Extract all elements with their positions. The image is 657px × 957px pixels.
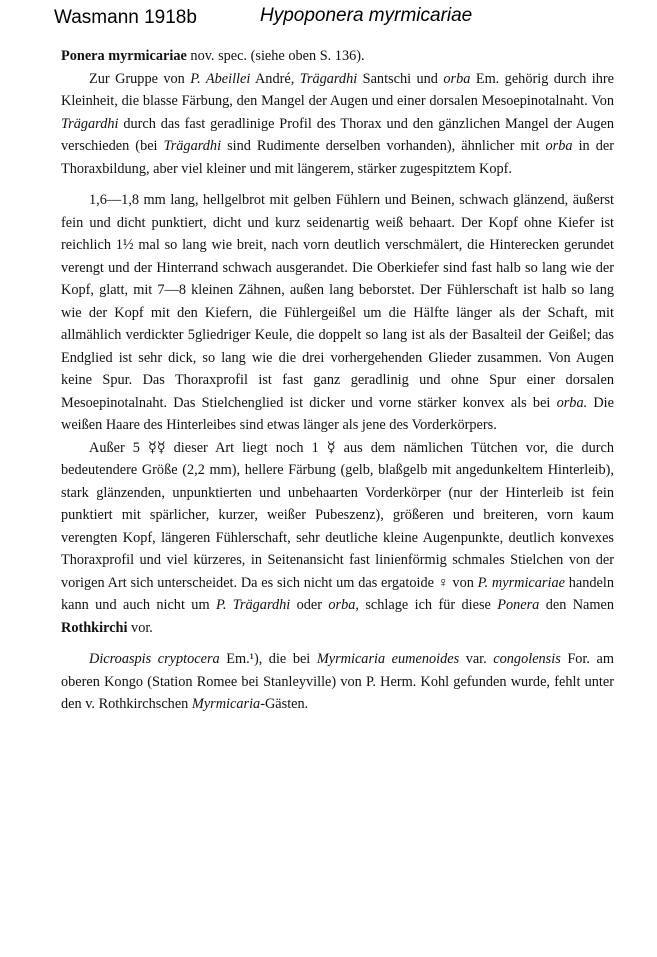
text-run: Die weißen Haare des Hinterleibes sind etwas länger als jene des Vorderkörpers. [61, 394, 614, 433]
text-run: schlage ich für diese [359, 597, 498, 613]
italic-run: Myrmicaria eumenoides [316, 651, 460, 667]
text-run: var. [459, 651, 494, 667]
italic-run: orba, [328, 597, 359, 613]
italic-run: Dicroaspis cryptocera [89, 651, 220, 667]
text-run: André, [250, 70, 300, 87]
italic-run: orba. [556, 394, 588, 411]
text-run: handeln kann und auch nicht um [61, 574, 614, 613]
paragraph-diagnosis [61, 68, 614, 181]
text-run: Außer 5 ☿☿ dieser Art liegt noch 1 ☿ aus dem nämlichen Tütchen vor, die durch bedeutendere Größe (2,2 mm), hellere Färbung (gelb, blaßgelb mit angedunkeltem Hinterleib), stark glänzenden, unpunktierten und unbehaarten Vorderkörper (nur der Hinterleib ist fein punktiert mit spärlicher, kurzer, weißer Pubeszenz), größeren und breiteren, vorn kaum verengten Kopf, längeren Fühlerschaft, sehr deutliche kleine Augenpunkte, deutlich konvexes Thoraxprofil und viel kürzeres, in Seitenansicht fast linienförmig schmales Stielchen von der vorigen Art sich unterscheidet. Da es sich nicht um das ergatoide ♀ von [61, 439, 614, 591]
text-run: oder [290, 597, 329, 613]
citation-author-year: Wasmann 1918b [54, 7, 197, 28]
text-run: in der Thoraxbildung, aber viel kleiner und mit längerem, stärker zugespitztem Kopf. [61, 138, 614, 177]
text-run: -Gästen. [260, 696, 309, 712]
italic-run: P. Abeillei [190, 70, 251, 87]
text-run: Zur Gruppe von [89, 70, 191, 87]
italic-run: orba [545, 138, 573, 154]
paragraph-species-heading [61, 45, 614, 68]
text-run: den Namen [539, 597, 614, 613]
species-heading: Ponera myrmicariae [61, 48, 187, 64]
paragraph-female-note [61, 437, 614, 640]
text-run: vor. [127, 619, 153, 636]
paragraph-dicroaspis [61, 648, 614, 716]
italic-run: Trägardhi [163, 138, 222, 154]
text-run: For. am oberen Kongo (Station Romee bei Stanleyville) von P. Herm. Kohl gefunden wurde, fehlt unter den v. Rothkirchschen [61, 651, 614, 712]
text-run: Santschi und [357, 70, 444, 87]
italic-run: Ponera [497, 597, 540, 613]
text-run: durch das fast geradlinige Profil des Thorax und den gänzlichen Mangel der Augen verschieden (bei [61, 115, 614, 154]
text-run: Em.¹), die bei [219, 651, 317, 667]
italic-run: Myrmicaria [191, 696, 261, 712]
text-run: sind Rudimente derselben vorhanden), ähnlicher mit [221, 138, 546, 154]
scanned-text-body [61, 45, 614, 716]
italic-run: congolensis [493, 651, 561, 667]
italic-run: P. myrmicariae [477, 574, 565, 591]
species-heading-note: nov. spec. (siehe oben S. 136). [186, 48, 365, 64]
italic-run: P. Trägardhi [215, 597, 291, 613]
text-run: 1,6—1,8 mm lang, hellgelbrot mit gelben Fühlern und Beinen, schwach glänzend, äußerst fein und dicht punktiert, dicht und kurz seidenartig weiß behaart. Der Kopf ohne Kiefer ist reichlich 1½ mal so lang wie breit, nach vorn deutlich verschmälert, die Hinterecken gerundet verengt und der Hinterrand schwach ausgerandet. Die Oberkiefer sind fast halb so lang wie der Kopf, glatt, mit 7—8 kleinen Zähnen, außen lang beborstet. Der Fühlerschaft ist halb so lang wie der Kopf mit den Kiefern, die Fühlergeißel um die Hälfte länger als der Schaft, mit allmählich verdickter 5gliedriger Keule, die doppelt so lang ist als der Basalteil der Geißel; das Endglied ist sehr dick, so lang wie die drei vorhergehenden Glieder zusammen. Von Augen keine Spur. Das Thoraxprofil ist fast ganz geradlinig und ohne Spur einer dorsalen Mesoepinotalnaht. Das Stielchenglied ist dicker und vorne stärker konvex als bei [61, 192, 614, 411]
italic-run: Trägardhi [299, 70, 358, 87]
page-header [0, 0, 657, 40]
paragraph-description [61, 189, 614, 437]
text-run: Em. gehörig durch ihre Kleinheit, die blasse Färbung, den Mangel der Augen und einer dorsalen Mesoepinotalnaht. Von [61, 70, 614, 109]
species-name-title: Hypoponera myrmicariae [260, 5, 473, 26]
italic-run: orba [443, 70, 471, 87]
new-name-bold: Rothkirchi [61, 619, 128, 636]
italic-run: Trägardhi [61, 115, 119, 132]
